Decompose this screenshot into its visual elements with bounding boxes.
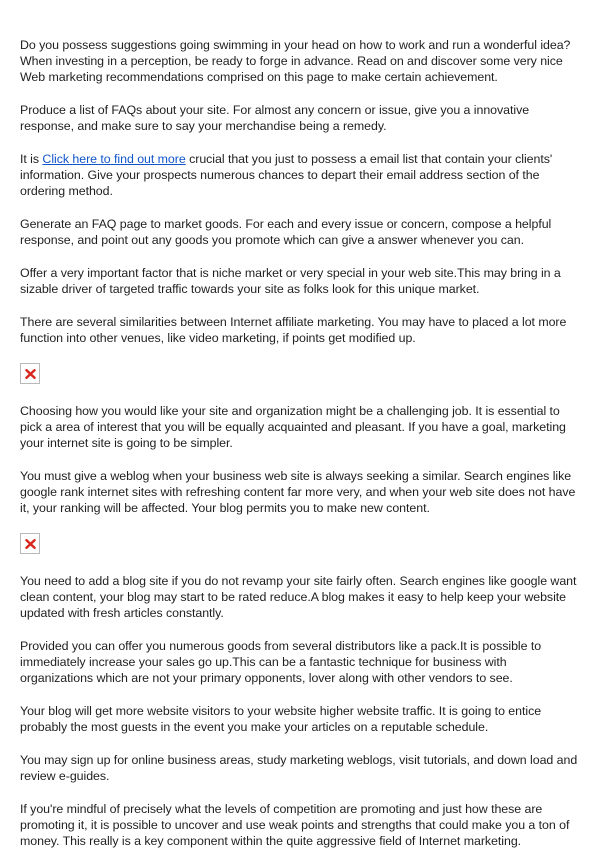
paragraph-competition: If you're mindful of precisely what the levels of competition are promoting and just how these are promoting it, it is possible to uncover and use weak points and strengths that could make you a ton of money. This really is a key component within the quite aggressive field of Internet marketing. [20, 802, 570, 848]
paragraph-text: It is [20, 152, 43, 166]
paragraph-niche: Offer a very important factor that is niche market or very special in your web site.This may bring in a sizable driver of targeted traffic towards your site as folks look for this unique market. [20, 266, 561, 296]
x-mark-icon [25, 369, 36, 379]
paragraph-similarities: There are several similarities between Internet affiliate marketing. You may have to placed a lot more function into other venues, like video marketing, if points get modified up. [20, 315, 567, 345]
find-out-more-link[interactable]: Click here to find out more [42, 152, 186, 166]
paragraph-sign-up: You may sign up for online business areas, study marketing weblogs, visit tutorials, and down load and review e-guides. [20, 753, 578, 783]
article-body [20, 37, 582, 866]
paragraph-blog-site: You need to add a blog site if you do not revamp your site fairly often. Search engines like google want clean content, your blog may start to be rated reduce.A blog makes it easy to help keep your website updated with fresh articles constantly. [20, 574, 577, 620]
paragraph-intro: Do you possess suggestions going swimming in your head on how to work and run a wonderful idea? When investing in a perception, be ready to forge in advance. Read on and discover some very nice Web marketing recommendations comprised on this page to make certain achievement. [20, 38, 571, 84]
paragraph-faqs: Produce a list of FAQs about your site. For almost any concern or issue, give you a innovative response, and make sure to say your merchandise being a remedy. [20, 103, 530, 133]
paragraph-choosing: Choosing how you would like your site and organization might be a challenging job. It is essential to pick a area of interest that you will be equally acquainted and pleasant. If you have a goal, marketing your internet site is going to be simpler. [20, 404, 566, 450]
paragraph-text: crucial that you just to possess a email list that contain your clients' information. Give your prospects numerous chances to depart their email address section of the ordering method. [20, 152, 553, 198]
broken-image-icon [20, 363, 40, 384]
paragraph-visitors: Your blog will get more website visitors to your website higher website traffic. It is going to entice probably the most guests in the event you make your articles on a reputable schedule. [20, 704, 542, 734]
paragraph-email-list [20, 151, 582, 199]
paragraph-faq-page: Generate an FAQ page to market goods. For each and every issue or concern, compose a helpful response, and point out any goods you promote which can give a answer whenever you can. [20, 217, 552, 247]
paragraph-distributors: Provided you can offer you numerous goods from several distributors like a pack.It is possible to immediately increase your sales go up.This can be a fantastic technique for business with organizations which are not your primary opponents, lover along with other vendors to see. [20, 639, 542, 685]
paragraph-weblog: You must give a weblog when your business web site is always seeking a similar. Search engines like google rank internet sites with refreshing content far more very, and when your web site does not have it, your ranking will be affected. Your blog permits you to make new content. [20, 469, 576, 515]
x-mark-icon [25, 539, 36, 549]
broken-image-icon [20, 533, 40, 554]
